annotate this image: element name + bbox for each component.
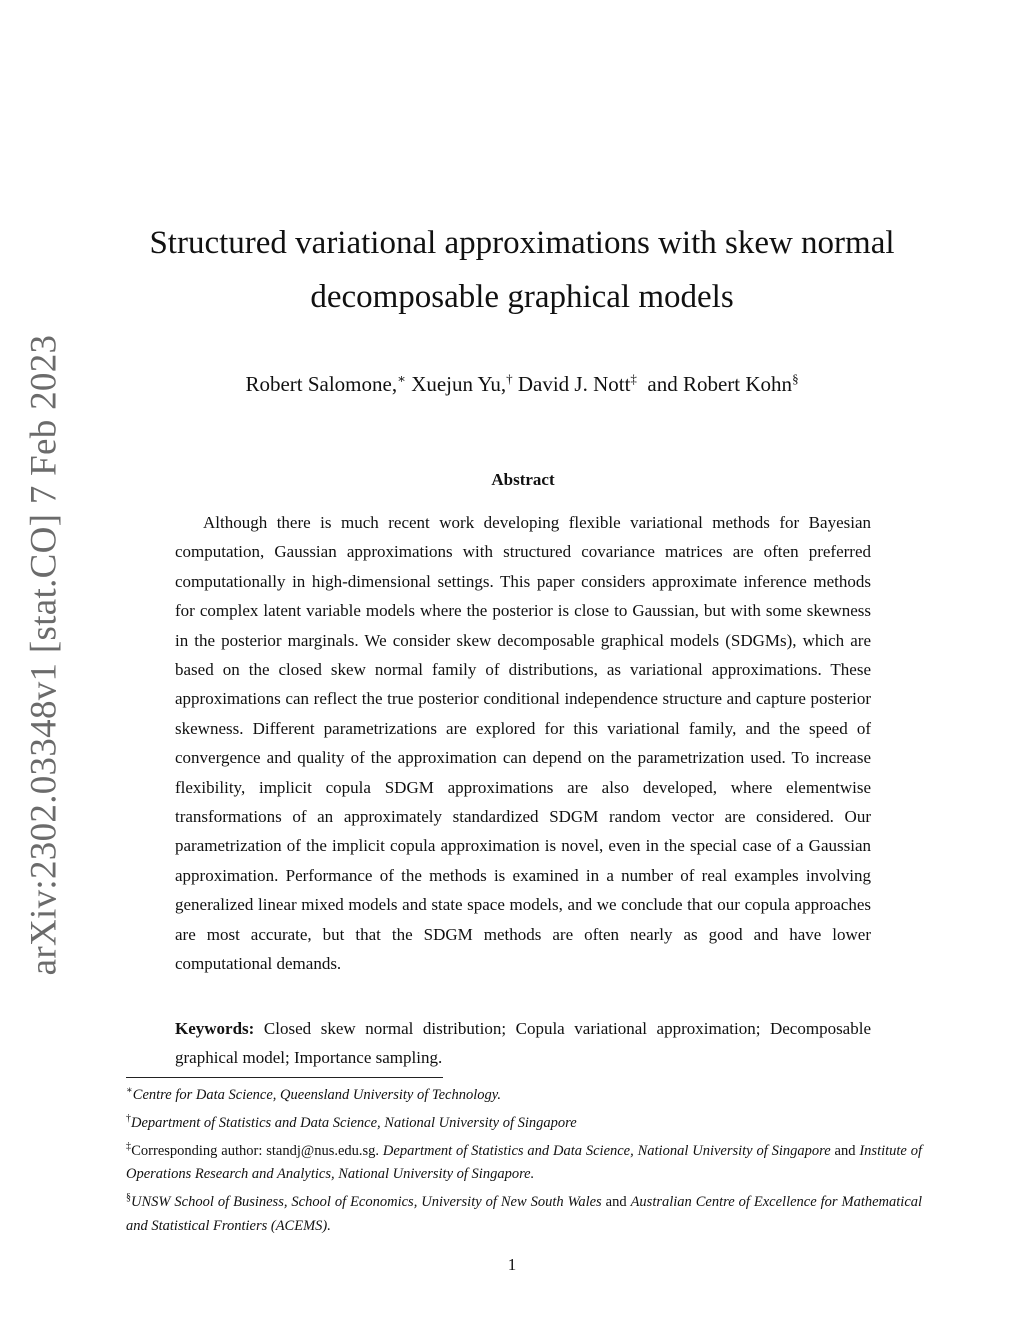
author-salomone: Robert Salomone, <box>245 372 398 396</box>
footnote-3-and: and <box>834 1142 856 1159</box>
author-nott: David J. Nott <box>517 372 631 396</box>
arxiv-identifier-stamp: arXiv:2302.03348v1 [stat.CO] 7 Feb 2023 <box>23 334 65 976</box>
author-kohn: and Robert Kohn <box>647 372 793 396</box>
footnote-4-affiliation-2: Australian Centre of Excellence for Mathematical and Statistical Frontiers (ACEMS). <box>126 1194 923 1235</box>
author-list <box>120 364 924 399</box>
keywords <box>175 1014 871 1073</box>
keywords-list: Closed skew normal distribution; Copula variational approximation; Decomposable graphical model; Importance sampling. <box>175 1019 871 1068</box>
footnote-rule <box>126 1077 443 1078</box>
footnote-3 <box>126 1135 922 1187</box>
footnotes <box>126 1079 922 1238</box>
page-number: 1 <box>507 1255 517 1274</box>
footnote-3-corresponding: Corresponding author: standj@nus.edu.sg. <box>131 1142 380 1159</box>
footnote-3-affiliation-2: Institute of Operations Research and Analytics, National University of Singapore. <box>126 1142 923 1183</box>
footnote-4-affiliation-1: UNSW School of Business, School of Economics, University of New South Wales <box>131 1194 602 1211</box>
paper-title <box>120 216 924 324</box>
title-line-2: decomposable graphical models <box>310 279 734 315</box>
title-line-1: Structured variational approximations with skew normal <box>149 225 895 261</box>
footnote-3-affiliation-1: Department of Statistics and Data Science, National University of Singapore <box>382 1142 831 1159</box>
author-mark-salomone: ∗ <box>397 371 406 386</box>
keywords-label: Keywords: <box>175 1019 255 1038</box>
footnote-4-and: and <box>605 1194 627 1211</box>
abstract-body: Although there is much recent work developing flexible variational methods for Bayesian computation, Gaussian approximations with structured covariance matrices are often preferred computationally in high-dimensional settings. This paper considers approximate inference methods for complex latent variable models where the posterior is close to Gaussian, but with some skewness in the posterior marginals. We consider skew decomposable graphical models (SDGMs), which are based on the closed skew normal family of distributions, as variational approximations. These approximations can reflect the true posterior conditional independence structure and capture posterior skewness. Different parametrizations are explored for this variational family, and the speed of convergence and quality of the approximation can depend on the parametrization used. To increase flexibility, implicit copula SDGM approximations are also developed, where elementwise transformations of an approximately standardized SDGM random vector are considered. Our parametrization of the implicit copula approximation is novel, even in the special case of a Gaussian approximation. Performance of the methods is examined in a number of real examples involving generalized linear mixed models and state space models, and we conclude that our copula approaches are most accurate, but that the SDGM methods are often nearly as good and have lower computational demands. <box>175 513 871 974</box>
footnote-2-mark: † <box>126 1112 131 1124</box>
author-yu: Xuejun Yu, <box>411 372 507 396</box>
abstract-heading: Abstract <box>491 470 555 489</box>
footnote-2-affiliation: Department of Statistics and Data Science, National University of Singapore <box>131 1114 577 1131</box>
footnote-3-mark: ‡ <box>126 1140 132 1152</box>
footnote-1-mark: ∗ <box>126 1085 133 1096</box>
footnote-1-affiliation: Centre for Data Science, Queensland University of Technology. <box>132 1086 502 1103</box>
footnote-4-mark: § <box>126 1192 131 1204</box>
footnote-1 <box>126 1079 922 1107</box>
footnote-2 <box>126 1107 922 1135</box>
footnote-4 <box>126 1186 922 1238</box>
author-mark-nott: ‡ <box>630 371 637 386</box>
author-mark-kohn: § <box>792 371 799 386</box>
author-mark-yu: † <box>506 371 513 386</box>
